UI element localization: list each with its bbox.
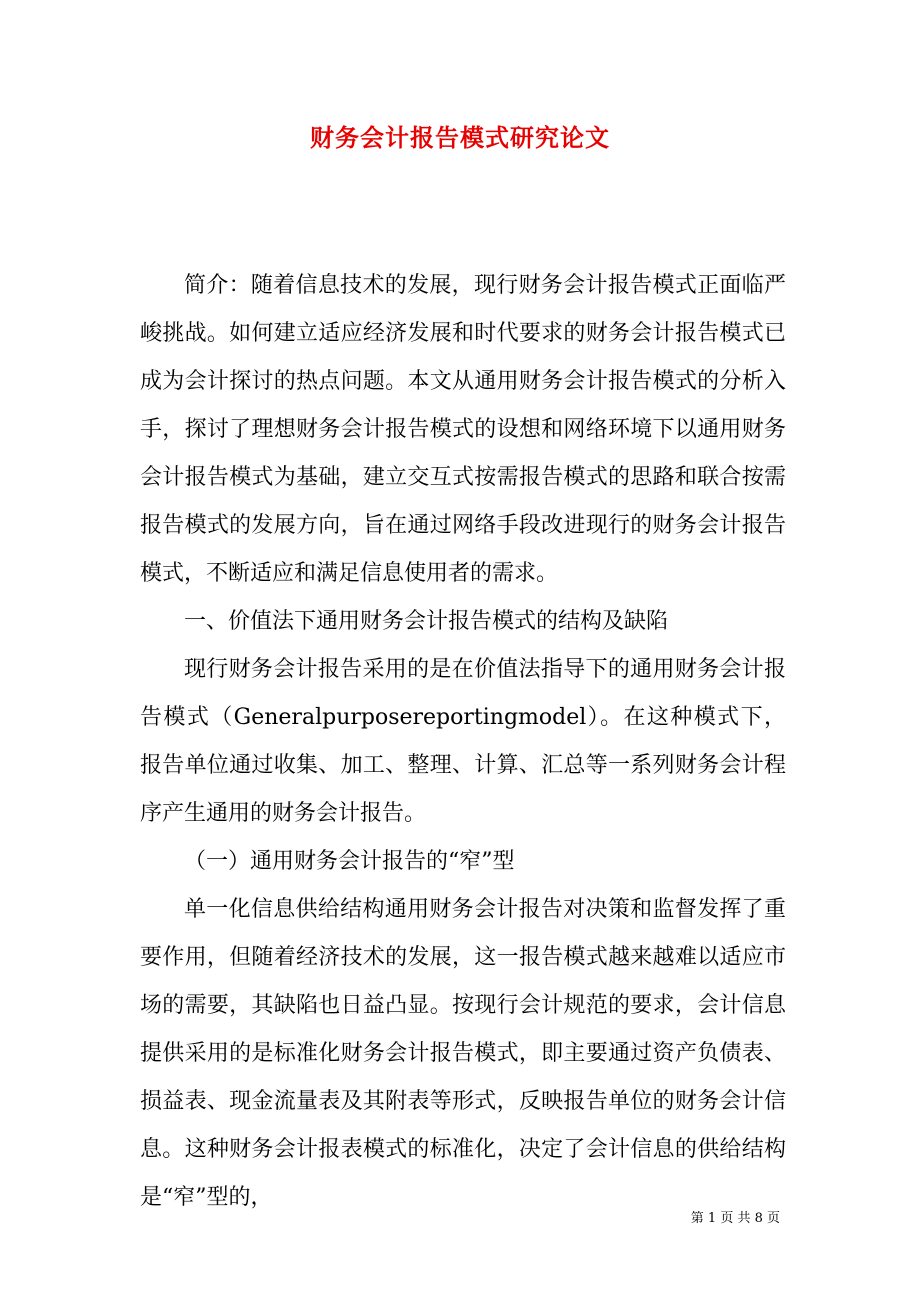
body-paragraph: 现行财务会计报告采用的是在价值法指导下的通用财务会计报告模式（Generalpurposereportingmodel）。在这种模式下，报告单位通过收集、加工、整理、计算、汇总等一系列财务会计程序产生通用的财务会计报告。 — [140, 657, 786, 826]
abstract-paragraph: 简介：随着信息技术的发展，现行财务会计报告模式正面临严峻挑战。如何建立适应经济发展和时代要求的财务会计报告模式已成为会计探讨的热点问题。本文从通用财务会计报告模式的分析入手，探讨了理想财务会计报告模式的设想和网络环境下以通用财务会计报告模式为基础，建立交互式按需报告模式的思路和联合按需报告模式的发展方向，旨在通过网络手段改进现行的财务会计报告模式，不断适应和满足信息使用者的需求。 — [140, 273, 786, 586]
body-paragraph: 单一化信息供给结构通用财务会计报告对决策和监督发挥了重要作用，但随着经济技术的发展，这一报告模式越来越难以适应市场的需要，其缺陷也日益凸显。按现行会计规范的要求，会计信息提供采用的是标准化财务会计报告模式，即主要通过资产负债表、损益表、现金流量表及其附表等形式，反映报告单位的财务会计信息。这种财务会计报表模式的标准化，决定了会计信息的供给结构是“窄”型的， — [140, 897, 786, 1210]
subsection-heading-1: （一）通用财务会计报告的“窄”型 — [184, 849, 515, 874]
document-body — [140, 262, 786, 1222]
page-footer: 第 1 页 共 8 页 — [690, 1211, 780, 1226]
section-heading-1: 一、价值法下通用财务会计报告模式的结构及缺陷 — [184, 609, 669, 634]
document-title: 财务会计报告模式研究论文 — [310, 123, 610, 152]
